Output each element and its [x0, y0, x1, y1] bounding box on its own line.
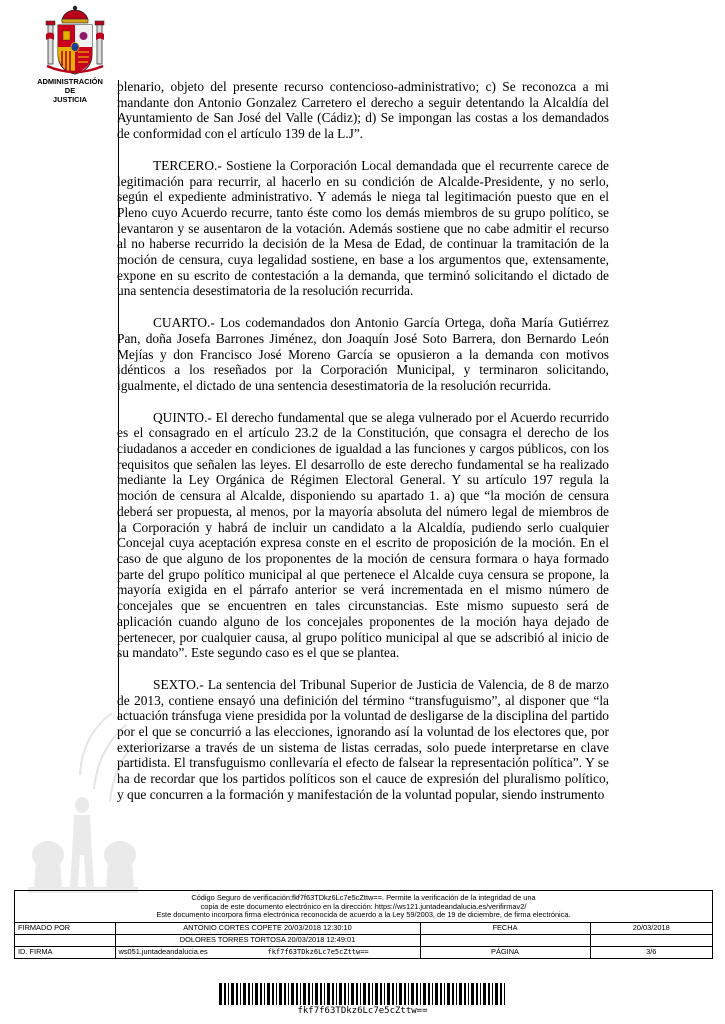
barcode-bar: [488, 983, 490, 1005]
barcode-bar: [464, 983, 466, 1005]
paragraph-continuation: plenario, objeto del presente recurso contencioso-administrativo; c) Se reconozca a mi mandante don Antonio Gonzalez Carretero el derecho a seguir detentando la Alcaldía del Ayuntamiento de San José del Valle (Cádiz); d) Se impongan las costas a los demandados de conformidad con el artículo 139 de la L.J”.: [117, 79, 609, 142]
signature-id-label: ID. FIRMA: [15, 946, 115, 958]
signed-by-label: FIRMADO POR: [18, 922, 71, 932]
barcode-bar: [444, 983, 445, 1005]
signature-server: ws051.juntadeandalucia.es: [118, 946, 208, 956]
barcode-bar: [267, 983, 270, 1005]
barcode-bar: [288, 983, 289, 1005]
barcode-bar: [440, 983, 442, 1005]
barcode-bar: [471, 983, 474, 1005]
barcode-bar: [363, 983, 366, 1005]
verification-notice: [15, 891, 712, 923]
date-label: FECHA: [420, 923, 590, 935]
barcode-bar: [344, 983, 346, 1005]
barcode-bar: [284, 983, 286, 1005]
barcode-bar: [296, 983, 298, 1005]
administration-label: [18, 77, 122, 104]
barcode-bar: [240, 983, 241, 1005]
page-value: 3/6: [590, 946, 712, 958]
barcode-bar: [396, 983, 397, 1005]
barcode-bar: [447, 983, 450, 1005]
barcode-bar: [279, 983, 282, 1005]
barcode-bar: [420, 983, 421, 1005]
barcode-bar: [356, 983, 358, 1005]
admin-label-line1: ADMINISTRACIÓN: [37, 77, 103, 86]
barcode-bar: [291, 983, 294, 1005]
barcode-bar: [308, 983, 310, 1005]
barcode-bar: [332, 983, 334, 1005]
barcode-bar: [252, 983, 253, 1005]
barcode-bar: [320, 983, 322, 1005]
date-value: 20/03/2018: [590, 923, 712, 935]
barcode-bar: [459, 983, 462, 1005]
barcode-bar: [372, 983, 373, 1005]
barcode-bar: [360, 983, 361, 1005]
barcode-bar: [483, 983, 486, 1005]
verification-barcode: [219, 983, 506, 1005]
barcode-code: fkf7f63TDkz6Lc7e5cZttw==: [297, 1006, 428, 1016]
barcode-bar: [500, 983, 502, 1005]
barcode-bar: [224, 983, 226, 1005]
barcode-bar: [456, 983, 457, 1005]
signature-id-code: fkf7f63TDkz6Lc7e5cZttw==: [267, 947, 369, 956]
paragraph-sexto: SEXTO.- La sentencia del Tribunal Superior de Justicia de Valencia, de 8 de marzo de 2013, contiene ensayó una definición del término “transfuguismo”, al disponer que “la actuación tránsfuga viene presidida por la voluntad de desligarse de la disciplina del partido por el que se concurrió a las elecciones, ignorando así la voluntad de los electores que, por exteriorizarse a través de un sistema de listas cerradas, solo puede interpretarse en clave partidista. El transfuguismo conllevaría el efecto de falsear la representación política”. Y se ha de recordar que los partidos políticos son el cauce de expresión del pluralismo político, y que concurren a la formación y manifestación de la voluntad popular, siendo instrumento: [117, 676, 609, 802]
barcode-bar: [231, 983, 234, 1005]
barcode-bar: [423, 983, 426, 1005]
barcode-bar: [300, 983, 301, 1005]
barcode-bar: [399, 983, 402, 1005]
barcode-bar: [327, 983, 330, 1005]
barcode-bar: [404, 983, 406, 1005]
barcode-bar: [248, 983, 250, 1005]
barcode-bar: [219, 983, 222, 1005]
barcode-bar: [387, 983, 390, 1005]
barcode-bar: [384, 983, 385, 1005]
barcode-bar: [408, 983, 409, 1005]
admin-label-line3: JUSTICIA: [52, 95, 88, 104]
barcode-bar: [236, 983, 238, 1005]
barcode-bar: [276, 983, 277, 1005]
barcode-bar: [432, 983, 433, 1005]
signer-1: ANTONIO CORTES COPETE 20/03/2018 12:30:10: [115, 923, 420, 935]
signature-table: [15, 923, 712, 958]
barcode-bar: [504, 983, 505, 1005]
barcode-bar: [495, 983, 498, 1005]
barcode-bar: [303, 983, 306, 1005]
barcode-bar: [380, 983, 382, 1005]
paragraph-cuarto: CUARTO.- Los codemandados don Antonio García Ortega, doña María Gutiérrez Pan, doña Josefa Barrones Jiménez, don Joaquín José Soto Barrera, don Bernardo León Mejías y don Francisco José Moreno García se opusieron a la demanda con motivos idénticos a los reseñados por la Corporación Municipal, y terminaron solicitando, igualmente, el dictado de una sentencia desestimatoria de la resolución recurrida.: [117, 315, 609, 393]
barcode-bar: [476, 983, 478, 1005]
barcode-bar: [336, 983, 337, 1005]
verification-line1: Código Seguro de verificación:fkf7f63TDkz6Lc7e5cZttw==. Permite la verificación de la integridad de una: [191, 893, 536, 902]
barcode-bar: [315, 983, 318, 1005]
document-body: [117, 79, 609, 819]
page-label: PÁGINA: [420, 946, 590, 958]
barcode-bar: [228, 983, 229, 1005]
barcode-bar: [452, 983, 454, 1005]
barcode-bar: [468, 983, 469, 1005]
barcode-bar: [339, 983, 342, 1005]
coat-of-arms-logo: [44, 4, 106, 80]
barcode-bar: [255, 983, 258, 1005]
barcode-bar: [351, 983, 354, 1005]
admin-label-line2: DE: [64, 86, 76, 95]
barcode-bar: [260, 983, 262, 1005]
barcode-bar: [492, 983, 493, 1005]
barcode-bar: [272, 983, 274, 1005]
barcode-bar: [375, 983, 378, 1005]
barcode-bar: [428, 983, 430, 1005]
barcode-bar: [411, 983, 414, 1005]
barcode-bar: [435, 983, 438, 1005]
paragraph-tercero: TERCERO.- Sostiene la Corporación Local demandada que el recurrente carece de legitimación para recurrir, al hacerlo en su condición de Alcalde-Presidente, y no serlo, según el expediente administrativo. Y además le niega tal legitimación puesto que en el Pleno cuyo Acuerdo recurre, tanto éste como los demás miembros de su grupo político, se levantaron y se ausentaron de la votación. Además sostiene que no cabe admitir el recurso al no haberse recurrido la decisión de la Mesa de Edad, de continuar la tramitación de la moción de censura, cuya legalidad sostiene, en base a los argumentos que, extensamente, expone en su escrito de contestación a la demanda, que terminó solicitando el dictado de una sentencia desestimatoria de la resolución recurrida.: [117, 157, 609, 299]
barcode-bar: [392, 983, 394, 1005]
signature-footer: [14, 890, 713, 959]
signer-2: DOLORES TORRES TORTOSA 20/03/2018 12:49:01: [115, 934, 420, 946]
barcode-bar: [348, 983, 349, 1005]
barcode-bar: [416, 983, 418, 1005]
barcode-bar: [480, 983, 481, 1005]
barcode-bar: [324, 983, 325, 1005]
paragraph-quinto: QUINTO.- El derecho fundamental que se alega vulnerado por el Acuerdo recurrido es el consagrado en el artículo 23.2 de la Constitución, que consagra el derecho de los ciudadanos a acceder en condiciones de igualdad a las funciones y cargos públicos, con los requisitos que señalen las leyes. El desarrollo de este derecho fundamental se ha realizado mediante la Ley Orgánica de Régimen Electoral General. Y su artículo 197 regula la moción de censura al Alcalde, disponiendo su apartado 1. a) que “la moción de censura deberá ser propuesta, al menos, por la mayoría absoluta del número legal de miembros de la Corporación y habrá de incluir un candidato a la Alcaldía, pudiendo serlo cualquier Concejal cuya aceptación expresa conste en el escrito de proposición de la moción. En el caso de que alguno de los proponentes de la moción de censura formara o haya formado parte del grupo político municipal al que pertenece el Alcalde cuya censura se propone, la mayoría exigida en el párrafo anterior se verá incrementada en el mismo número de concejales que se encuentren en tales circunstancias. Este mismo supuesto será de aplicación cuando alguno de los concejales proponentes de la moción haya dejado de pertenecer, por cualquier causa, al grupo político municipal al que se adscribió al inicio de su mandato”. Este segundo caso es el que se plantea.: [117, 409, 609, 661]
verification-line2: copia de este documento electrónico en la dirección: https://ws121.juntadeandalucia.es/verifirmav2/: [200, 901, 527, 911]
barcode-bar: [243, 983, 246, 1005]
barcode-bar: [312, 983, 313, 1005]
barcode-bar: [264, 983, 265, 1005]
barcode-bar: [368, 983, 370, 1005]
verification-line3: Este documento incorpora firma electrónica reconocida de acuerdo a la Ley 59/2003, de 19 de diciembre, de firma electrónica.: [156, 910, 571, 920]
